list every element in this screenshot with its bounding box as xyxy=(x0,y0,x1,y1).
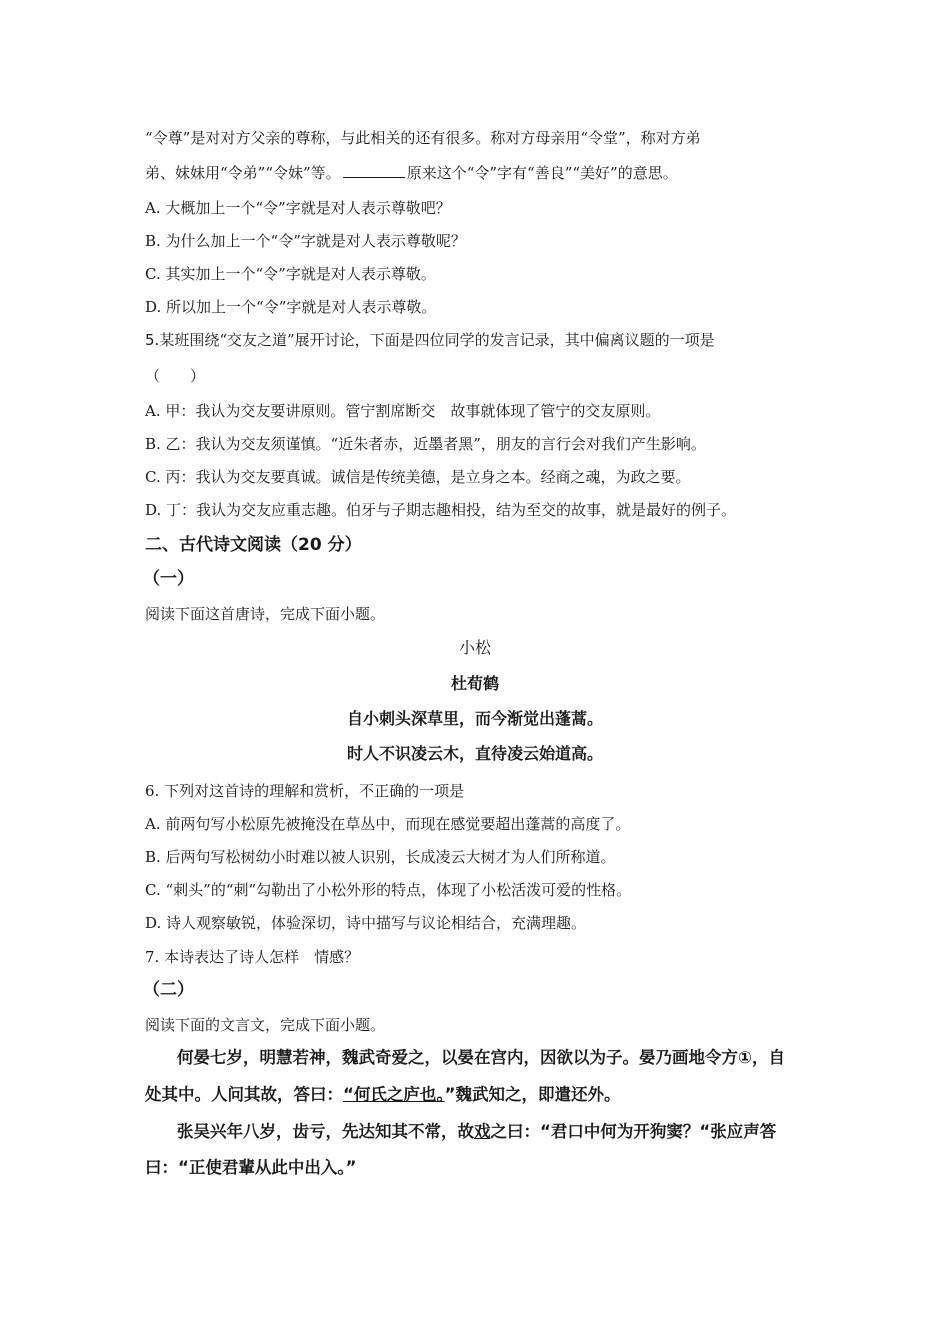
q4-text-line2 xyxy=(145,163,678,183)
q5-text: 某班围绕“交友之道”展开讨论，下面是四位同学的发言记录，其中偏离议题的一项是 xyxy=(159,331,715,349)
passage-p1-line2 xyxy=(145,1085,620,1105)
part1-label: （一） xyxy=(143,569,194,589)
poem-title: 小松 xyxy=(458,638,491,657)
q5-option-b: B. 乙：我认为交友须谨慎。“近朱者赤，近墨者黑”，朋友的言行会对我们产生影响。 xyxy=(145,435,706,453)
answer-blank xyxy=(343,163,405,178)
q5-number: 5. xyxy=(145,331,160,349)
q5-stem xyxy=(145,330,715,350)
q5-option-d: D. 丁：我认为交友应重志趣。伯牙与子期志趣相投，结为至交的故事，就是最好的例子。 xyxy=(145,501,737,519)
q4-text-before-blank: 弟、妹妹用“令弟”“令妹”等。 xyxy=(145,164,341,182)
q5-option-a: A. 甲：我认为交友要讲原则。管宁割席断交 故事就体现了管宁的交友原则。 xyxy=(145,402,661,420)
poem-line-2: 时人不识凌云木，直待凌云始道高。 xyxy=(346,744,603,763)
passage-p1-line1: 何晏七岁，明慧若神，魏武奇爱之，以晏在宫内，因欲以为子。晏乃画地令方①，自 xyxy=(177,1048,785,1067)
q4-option-a: A. 大概加上一个“令”字就是对人表示尊敬吧？ xyxy=(145,199,451,217)
passage-underlined-word: 戏 xyxy=(474,1122,491,1141)
q6-stem: 6. 下列对这首诗的理解和赏析，不正确的一项是 xyxy=(145,782,465,800)
passage-p1-line2-end: ”魏武知之，即遣还外。 xyxy=(444,1085,621,1104)
q6-option-a: A. 前两句写小松原先被掩没在草丛中，而现在感觉要超出蓬蒿的高度了。 xyxy=(145,815,631,833)
q5-option-c: C. 丙：我认为交友要真诚。诚信是传统美德，是立身之本。经商之魂，为政之要。 xyxy=(145,468,691,486)
passage-underlined-quote: “何氏之庐也。 xyxy=(343,1085,445,1104)
q5-paren: （ ） xyxy=(145,367,206,385)
q4-option-d: D. 所以加上一个“令”字就是对人表示尊敬。 xyxy=(145,298,437,316)
passage-p2-line1-end: 之曰：“君口中何为开狗窦？“张应声答 xyxy=(490,1122,777,1141)
part2-label: （二） xyxy=(143,980,194,1000)
q4-option-c: C. 其实加上一个“令”字就是对人表示尊敬。 xyxy=(145,265,436,283)
q4-text-after-blank: 原来这个“令”字有“善良”“美好”的意思。 xyxy=(406,164,678,182)
passage-p2-line1-start: 张吴兴年八岁，齿亏，先达知其不常，故 xyxy=(177,1122,474,1141)
q4-option-b: B. 为什么加上一个“令”字就是对人表示尊敬呢？ xyxy=(145,232,466,250)
q6-option-d: D. 诗人观察敏锐，体验深切，诗中描写与议论相结合，充满理趣。 xyxy=(145,914,587,932)
part2-intro: 阅读下面的文言文，完成下面小题。 xyxy=(145,1016,386,1034)
q6-option-b: B. 后两句写松树幼小时难以被人识别，长成凌云大树才为人们所称道。 xyxy=(145,848,616,866)
section-title: 二、古代诗文阅读（20 分） xyxy=(145,535,362,555)
q4-text-line1: “令尊”是对对方父亲的尊称，与此相关的还有很多。称对方母亲用“令堂”，称对方弟 xyxy=(145,129,701,147)
q7-stem: 7. 本诗表达了诗人怎样 情感？ xyxy=(145,948,360,966)
passage-p2-line1 xyxy=(177,1122,776,1142)
poem-line-1: 自小刺头深草里，而今渐觉出蓬蒿。 xyxy=(346,709,603,728)
part1-intro: 阅读下面这首唐诗，完成下面小题。 xyxy=(145,605,386,623)
q6-option-c: C. “刺头”的“刺”勾勒出了小松外形的特点，体现了小松活泼可爱的性格。 xyxy=(145,881,632,899)
passage-p1-line2-start: 处其中。人问其故，答曰： xyxy=(145,1085,343,1104)
passage-p2-line2: 曰：“正使君輩从此中出入。” xyxy=(145,1158,357,1177)
poem-author: 杜荀鹤 xyxy=(450,674,499,693)
